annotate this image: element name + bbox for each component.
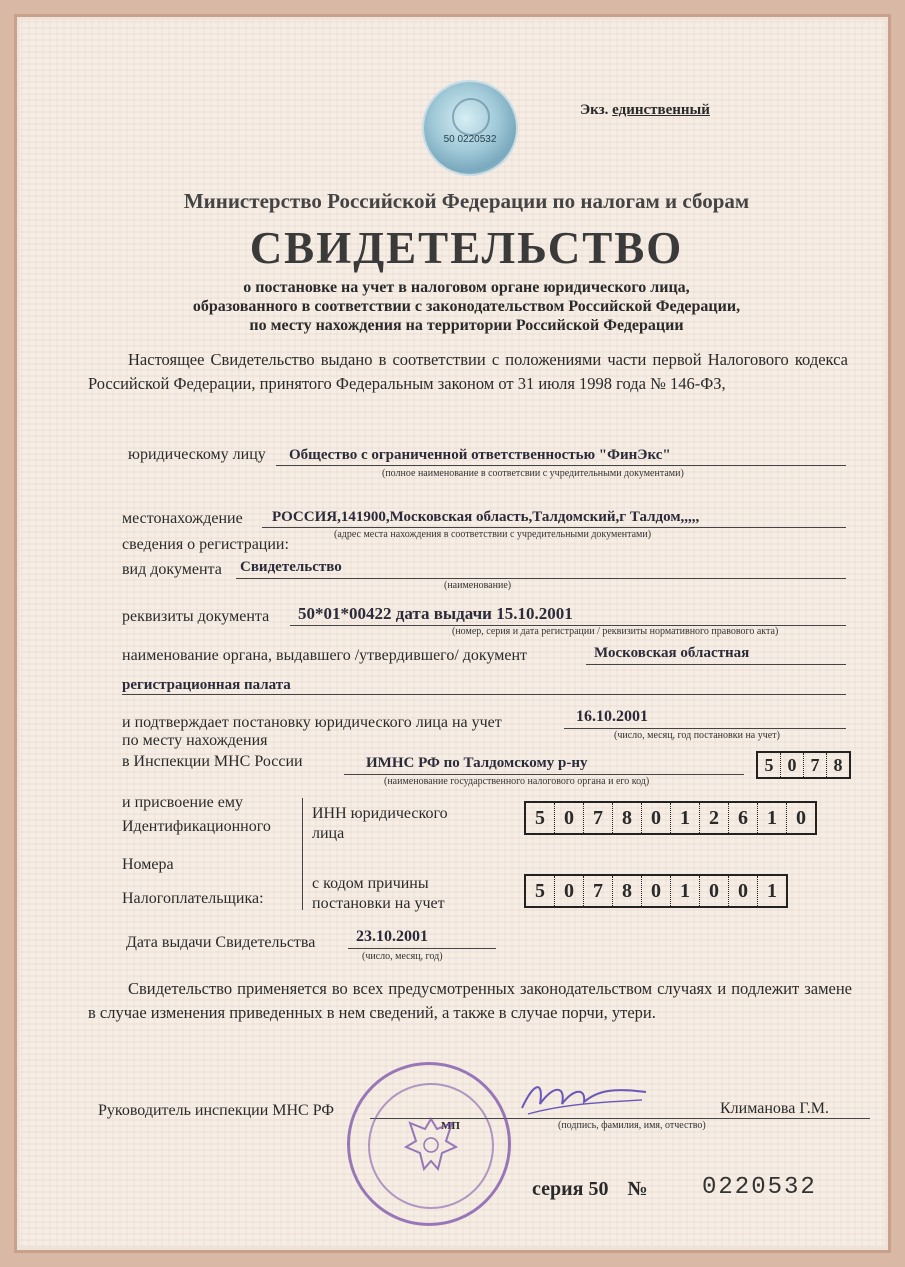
mp-mark: МП (441, 1120, 460, 1132)
subtitle-line-3: по месту нахождения на территории Российской Федерации (249, 317, 684, 334)
kpp-digit: 0 (700, 876, 729, 906)
doc-type-label: вид документа (122, 561, 222, 578)
inspection-hint: (наименование государственного налогового органа и его код) (384, 776, 650, 787)
issue-date: 23.10.2001 (356, 928, 428, 945)
reg-info-label: сведения о регистрации: (122, 536, 289, 553)
confirm-date: 16.10.2001 (576, 708, 648, 725)
inn-digit: 1 (671, 803, 700, 833)
inn-divider (302, 798, 303, 910)
place-label: по месту нахождения (122, 732, 268, 749)
closing-text: Свидетельство применяется во всех предусмотренных законодательством случаях и подлежит замене в случае изменения приведенных в нем сведений, а также в случае порчи, утери. (88, 979, 852, 1022)
inn-digit: 2 (700, 803, 729, 833)
inspection-label: в Инспекции МНС России (122, 753, 303, 770)
location-hint: (адрес места нахождения в соответствии с учредительными документами) (334, 529, 652, 540)
kpp-label-line-1: с кодом причины (312, 875, 429, 892)
doc-details-label: реквизиты документа (122, 608, 270, 625)
copy-note-value: единственный (612, 102, 710, 118)
issuer-label: наименование органа, выдавшего /утвердившего/ документ (122, 647, 528, 664)
entity-underline (276, 465, 846, 466)
confirm-underline (564, 728, 846, 729)
number-sign: № (627, 1178, 648, 1200)
inn-label-line-1: ИНН юридического (312, 805, 448, 822)
issue-hint: (число, месяц, год) (362, 951, 443, 962)
kpp-digit: 0 (642, 876, 671, 906)
inspection-value: ИМНС РФ по Талдомскому р-ну (366, 755, 588, 771)
inn-digit: 5 (526, 803, 555, 833)
kpp-label-line-2: постановки на учет (312, 895, 445, 912)
taxpayer-label: Налогоплательщика: (122, 890, 264, 907)
doc-details-hint: (номер, серия и дата регистрации / реквизиты нормативного правового акта) (452, 626, 779, 637)
issuer-underline-2 (122, 694, 846, 695)
inspection-code-boxes (756, 751, 851, 779)
ministry-name: Министерство Российской Федерации по налогам и сборам (183, 189, 750, 213)
signatory-role: Руководитель инспекции МНС РФ (98, 1102, 334, 1119)
kpp-digit: 5 (526, 876, 555, 906)
kpp-boxes (524, 874, 788, 908)
ident-label: Идентификационного (122, 818, 271, 835)
preamble-text: Настоящее Свидетельство выдано в соответствии с положениями части первой Налогового кодекса Российской Федерации, принятого Федеральным законом от 31 июля 1998 года № 146-ФЗ, (88, 350, 848, 393)
entity-value: Общество с ограниченной ответственностью "ФинЭкс" (289, 447, 671, 463)
inn-digit: 6 (729, 803, 758, 833)
code-digit: 0 (781, 753, 804, 777)
doc-details-value: 50*01*00422 дата выдачи 15.10.2001 (298, 604, 573, 623)
emblem-icon (452, 98, 490, 136)
inn-digit: 0 (642, 803, 671, 833)
signature-hint: (подпись, фамилия, имя, отчество) (558, 1120, 706, 1131)
code-digit: 8 (833, 755, 843, 775)
issue-label: Дата выдачи Свидетельства (126, 934, 316, 951)
confirm-label: и подтверждает постановку юридического лица на учет (122, 714, 502, 731)
copy-note (580, 102, 710, 119)
subtitle-line-2: образованного в соответствии с законодательством Российской Федерации, (192, 298, 741, 315)
location-underline (262, 527, 846, 528)
signature-mark (514, 1074, 654, 1122)
inn-digit: 8 (613, 803, 642, 833)
series-number: 50 (588, 1178, 609, 1200)
series-block (532, 1178, 648, 1201)
inn-boxes (524, 801, 817, 835)
number-label: Номера (122, 856, 174, 873)
inn-digit: 7 (584, 803, 613, 833)
issuer-value-1: Московская областная (594, 645, 750, 661)
copy-note-prefix: Экз. (580, 102, 609, 118)
code-digit: 5 (758, 753, 781, 777)
code-digit: 7 (804, 753, 827, 777)
entity-hint: (полное наименование в соответсвии с учредительными документами) (382, 468, 684, 479)
page-title: СВИДЕТЕЛЬСТВО (249, 223, 684, 273)
series-label: серия (532, 1178, 584, 1200)
location-label: местонахождение (122, 510, 243, 527)
kpp-label (312, 874, 445, 914)
eagle-emblem-icon (402, 1113, 460, 1175)
location-value: РОССИЯ,141900,Московская область,Талдомский,г Талдом,,,,, (272, 509, 700, 525)
issuer-value-2: регистрационная палата (122, 677, 291, 693)
assign-label: и присвоение ему (122, 794, 243, 811)
kpp-digit: 8 (613, 876, 642, 906)
inspection-underline (344, 774, 744, 775)
certificate-number: 0220532 (702, 1174, 817, 1201)
kpp-digit: 0 (729, 876, 758, 906)
hologram-seal (424, 82, 516, 174)
inn-label-line-2: лица (312, 825, 345, 842)
kpp-digit: 0 (555, 876, 584, 906)
kpp-digit: 7 (584, 876, 613, 906)
inn-digit: 0 (555, 803, 584, 833)
doc-type-value: Свидетельство (240, 559, 342, 575)
confirm-hint: (число, месяц, год постановки на учет) (614, 730, 780, 741)
inn-digit: 1 (758, 803, 787, 833)
signatory-name: Климанова Г.М. (720, 1100, 830, 1117)
inn-digit: 0 (796, 807, 806, 829)
official-stamp (347, 1062, 511, 1226)
kpp-digit: 1 (671, 876, 700, 906)
subtitle-line-1: о постановке на учет в налоговом органе юридического лица, (243, 279, 690, 296)
doc-type-underline (236, 578, 846, 579)
issue-underline (348, 948, 496, 949)
subtitle (14, 278, 905, 335)
inn-label (312, 804, 448, 844)
doc-type-hint: (наименование) (444, 580, 512, 591)
issuer-underline-1 (586, 664, 846, 665)
hologram-number: 50 0220532 (443, 134, 497, 145)
kpp-digit: 1 (767, 880, 777, 902)
entity-label: юридическому лицу (128, 446, 266, 463)
